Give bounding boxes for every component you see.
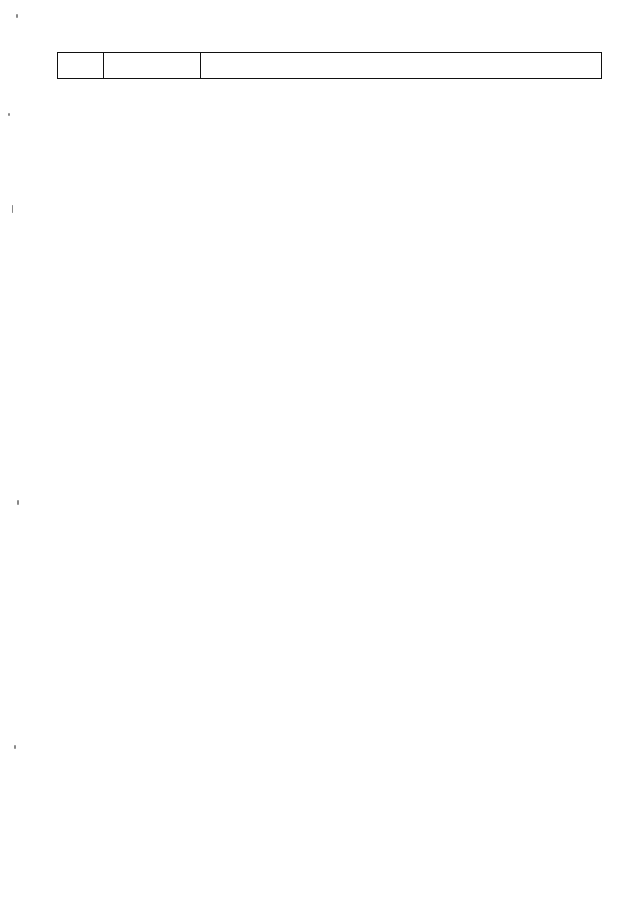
section-number (58, 53, 104, 79)
tariff-table (57, 52, 602, 79)
section-header-row (58, 53, 602, 79)
scan-mark (12, 205, 13, 213)
scan-mark (8, 113, 10, 116)
organization-cell (104, 53, 201, 79)
section-title (200, 53, 601, 79)
scan-mark (14, 745, 16, 749)
scan-mark (17, 500, 19, 505)
scan-mark (16, 14, 18, 18)
table-body-bottom (58, 53, 602, 79)
